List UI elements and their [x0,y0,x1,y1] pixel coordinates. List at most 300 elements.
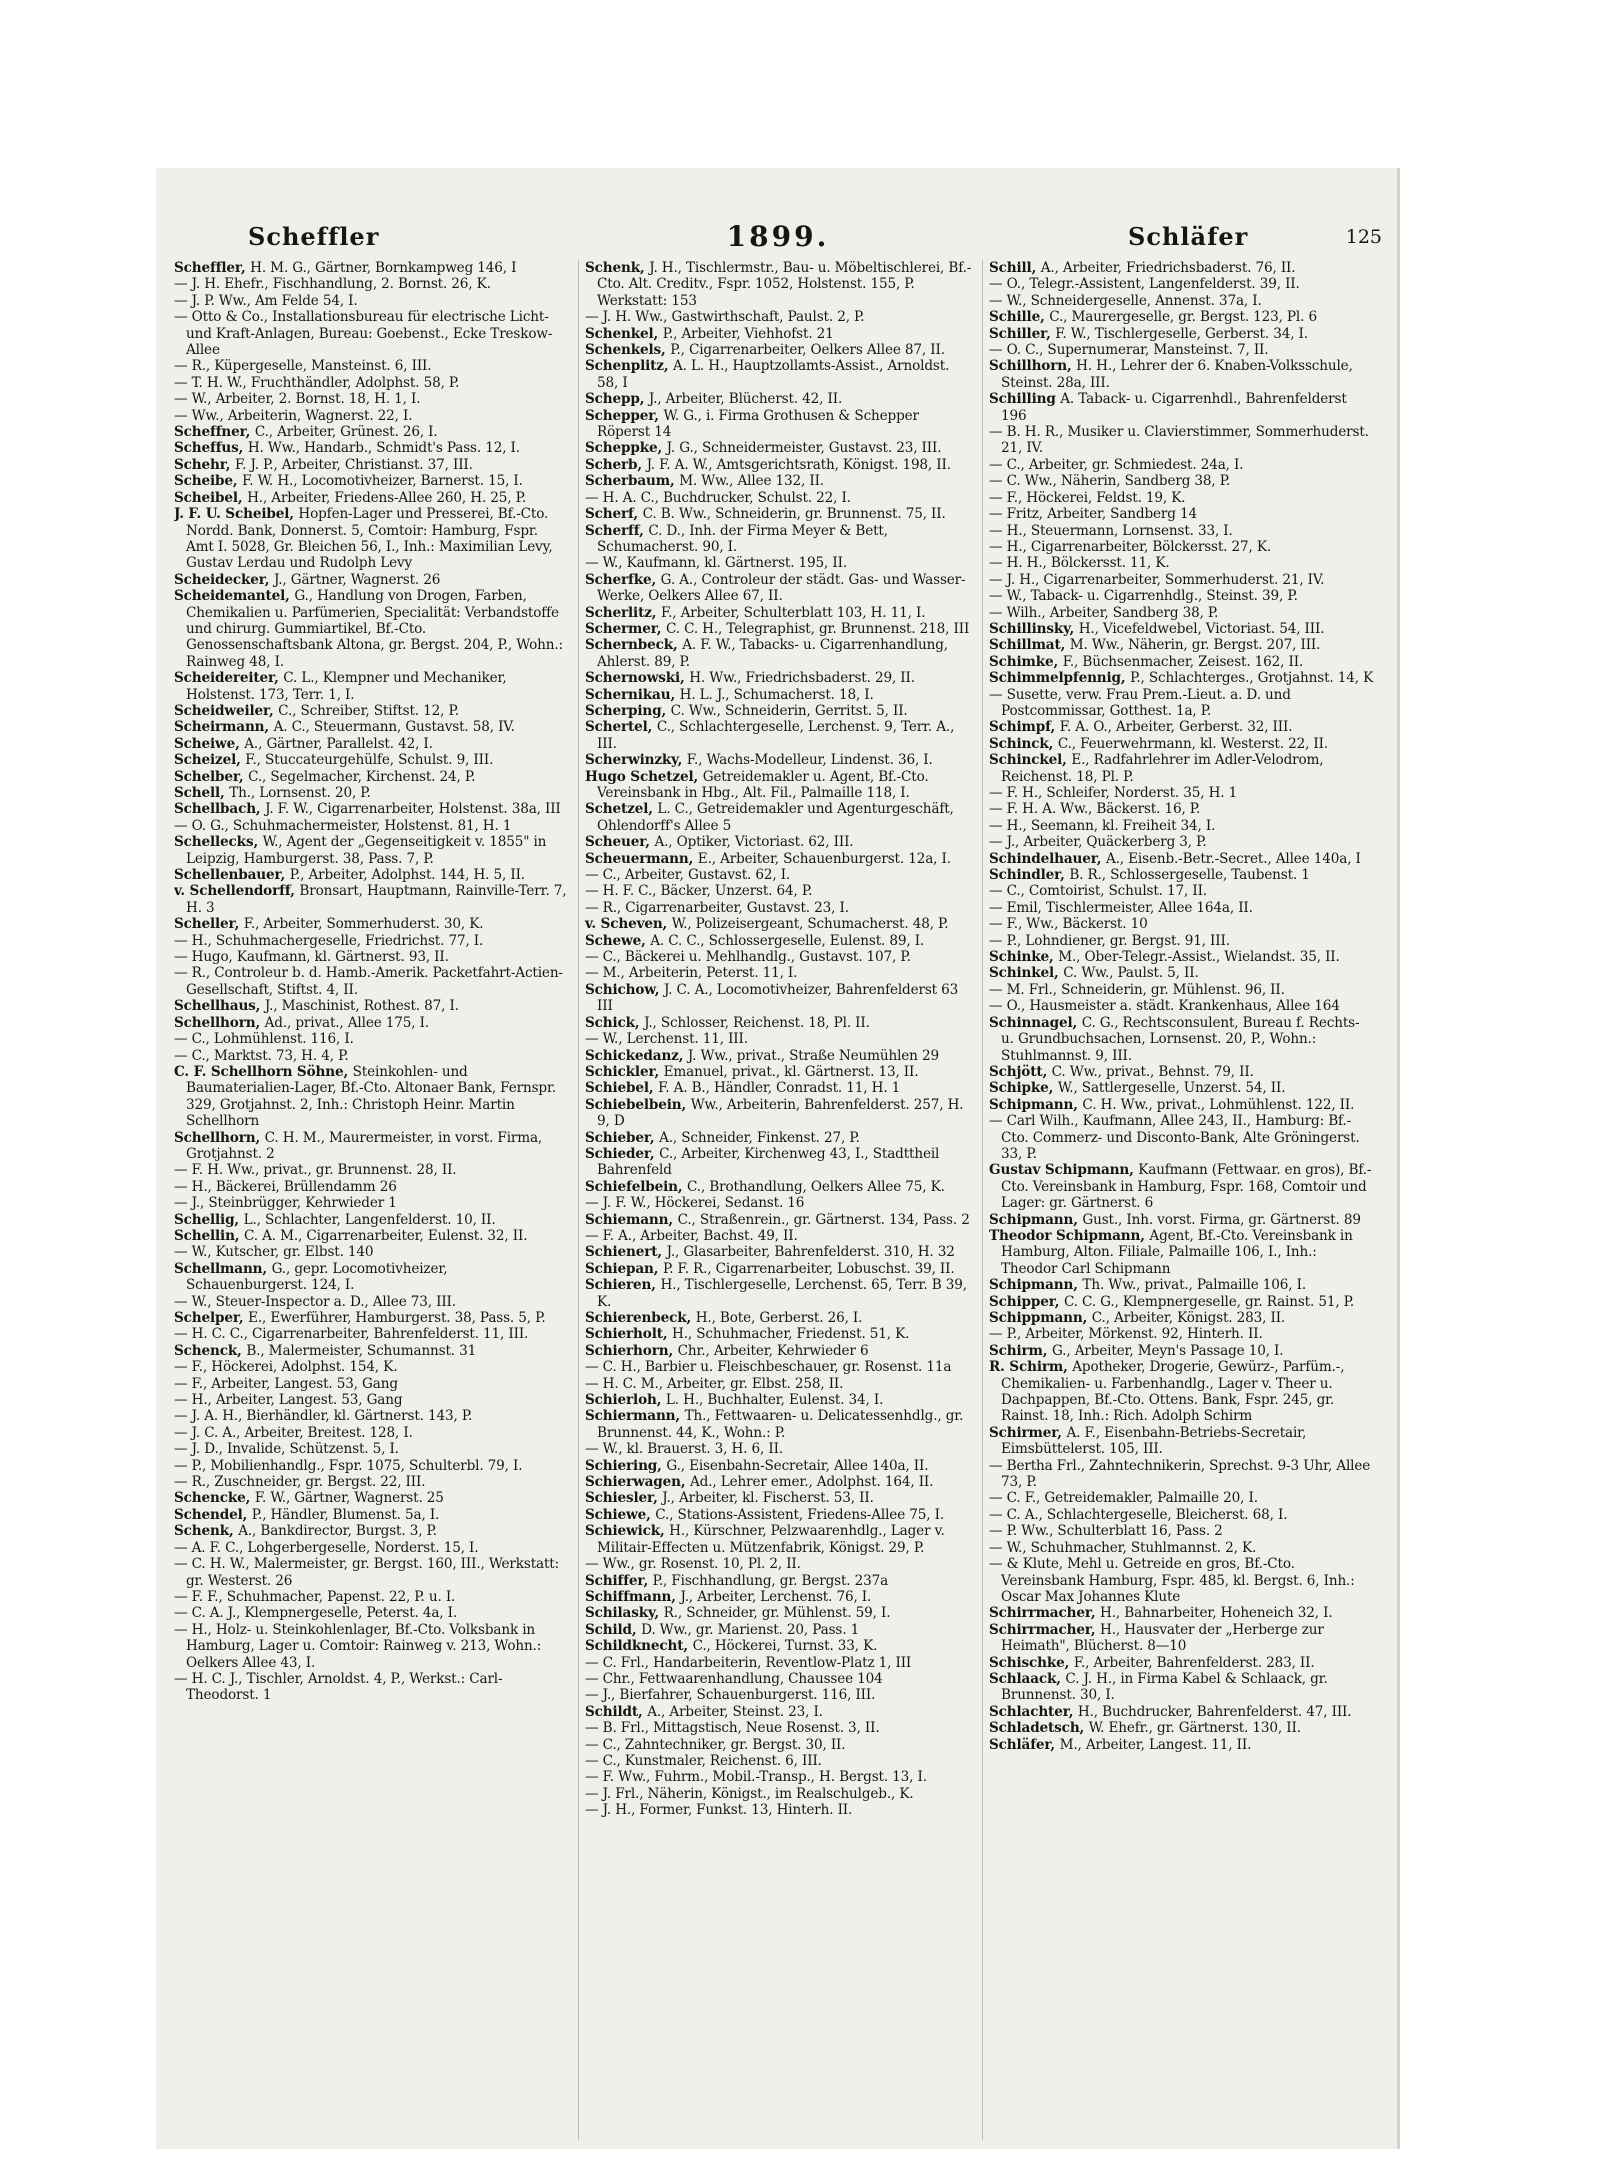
entry-details: — F., Arbeiter, Langest. 53, Gang [174,1375,398,1392]
entry-name: Schischke, [989,1654,1074,1671]
directory-entry [989,1655,1376,1671]
entry-details: P., Arbeiter, Adolphst. 144, H. 5, II. [289,867,525,884]
directory-entry [174,1523,567,1539]
directory-entry [989,342,1376,358]
entry-name: Scheibe, [174,473,243,490]
directory-entry [174,1228,567,1244]
entry-details: E., Ewerführer, Hamburgerst. 38, Pass. 5, P. [248,1310,546,1326]
entry-name: Schimpf, [989,719,1060,736]
entry-name: Schenplitz, [585,358,674,375]
directory-entry [989,457,1376,473]
entry-name: Schill, [989,260,1041,276]
entry-details: — Ww., gr. Rosenst. 10, Pl. 2, II. [585,1556,801,1573]
directory-entry [989,654,1376,670]
directory-entry [585,1458,972,1474]
entry-details: Th. Ww., privat., Palmaille 106, I. [1082,1277,1307,1294]
directory-entry [989,572,1376,588]
entry-details: — H., Bäckerei, Brüllendamm 26 [174,1178,397,1195]
entry-details: H., Kürschner, Pelzwaarenhdlg., Lager v. Militair-Effecten u. Mützenfabrik, Königst. 29, P. [597,1523,945,1556]
directory-entry [174,506,567,572]
directory-entry [174,1326,567,1342]
directory-entry [174,703,567,719]
entry-details: — C., Zahntechniker, gr. Bergst. 30, II. [585,1736,846,1753]
directory-entry [585,523,972,556]
directory-entry [174,719,567,735]
directory-entry [989,309,1376,325]
entry-name: Schjött, [989,1063,1052,1080]
entry-details: — J. P. Ww., Am Felde 54, I. [174,292,358,309]
directory-entry [989,1458,1376,1491]
entry-details: — W., Lerchenst. 11, III. [585,1031,748,1048]
directory-entry [585,1441,972,1457]
entry-details: — Bertha Frl., Zahntechnikerin, Sprechst. 9-3 Uhr, Allee 73, P. [989,1457,1371,1491]
directory-entry [174,1244,567,1260]
entry-details: — J. H., Former, Funkst. 13, Hinterh. II. [585,1802,853,1819]
entry-name: Schickler, [585,1063,664,1080]
directory-entry [989,1064,1376,1080]
entry-name: Schiffmann, [585,1588,681,1605]
directory-entry [989,293,1376,309]
entry-details: — J. H. Ww., Gastwirthschaft, Paulst. 2, P. [585,309,865,326]
directory-entry [174,769,567,785]
entry-details: — Fritz, Arbeiter, Sandberg 14 [989,506,1197,523]
entry-details: F. A. B., Händler, Conradst. 11, H. 1 [658,1080,901,1097]
directory-entry [585,687,972,703]
directory-entry [585,834,972,850]
directory-entry [989,1015,1376,1064]
directory-entry [174,752,567,768]
entry-details: G., Arbeiter, Meyn's Passage 10, I. [1051,1342,1284,1359]
directory-entry [989,834,1376,850]
directory-entry [989,358,1376,391]
entry-name: Schiller, [989,325,1056,342]
entry-details: P. F. R., Cigarrenarbeiter, Lobuschst. 39, II. [662,1260,955,1277]
entry-name: Schildt, [585,1703,648,1720]
entry-name: Schepper, [585,407,664,424]
entry-details: Agent, Bf.-Cto. Vereinsbank in Hamburg, Alton. Filiale, Palmaille 106, I., Inh.: Theodor Carl Schipmann [1001,1227,1353,1277]
entry-name: Theodor Schipmann, [989,1227,1150,1244]
entry-details: — C. H., Barbier u. Fleischbeschauer, gr. Rosenst. 11a [585,1359,952,1376]
entry-details: C. Ww., privat., Behnst. 79, II. [1051,1063,1254,1080]
entry-details: — W., Taback- u. Cigarrenhdlg., Steinst. 39, P. [989,588,1298,605]
entry-details: F., Arbeiter, Schulterblatt 103, H. 11, I. [660,604,926,621]
directory-entry [174,1162,567,1178]
entry-details: M., Ober-Telegr.-Assist., Wielandst. 35, II. [1058,949,1340,966]
entry-name: Schiesler, [585,1490,663,1507]
entry-details: — Ww., Arbeiterin, Wagnerst. 22, I. [174,407,413,424]
entry-details: P., Fischhandlung, gr. Bergst. 237a [652,1572,889,1589]
entry-details: A., Optiker, Victoriast. 62, III. [654,834,854,851]
directory-entry [174,1392,567,1408]
entry-name: Scheidereiter, [174,670,284,687]
entry-details: C., Arbeiter, Königst. 283, II. [1091,1310,1286,1326]
entry-details: H., Schuhmacher, Friedenst. 51, K. [672,1326,910,1343]
entry-name: Schinkel, [989,965,1064,982]
entry-details: — F. F., Schuhmacher, Papenst. 22, P. u. I. [174,1588,456,1605]
directory-entry [989,998,1376,1014]
entry-name: Schindelhauer, [989,850,1106,867]
entry-details: — C., Comtoirist, Schulst. 17, II. [989,883,1207,900]
entry-details: — Emil, Tischlermeister, Allee 164a, II. [989,899,1253,916]
entry-details: Kaufmann (Fettwaar. en gros), Bf.-Cto. Vereinsbank in Hamburg, Fspr. 168, Comtoir und Lager: gr. Gärtnerst. 6 [1001,1162,1372,1212]
directory-entry [585,637,972,670]
entry-details: H., Vicefeldwebel, Victoriast. 54, III. [1078,620,1325,637]
entry-details: F. J. P., Arbeiter, Christianst. 37, III. [234,456,473,473]
entry-details: G. A., Controleur der städt. Gas- und Wasser-Werke, Oelkers Allee 67, II. [597,571,966,605]
directory-entry [174,1048,567,1064]
entry-name: Schiffer, [585,1572,653,1589]
entry-details: — F. H. A. Ww., Bäckerst. 16, P. [989,801,1201,818]
entry-name: Schiewick, [585,1523,670,1540]
directory-entry [174,736,567,752]
directory-entry [989,965,1376,981]
directory-entry [989,588,1376,604]
directory-entry [585,342,972,358]
entry-name: Schillinsky, [989,620,1079,637]
entry-details: C. H. Ww., privat., Lohmühlenst. 122, II. [1082,1096,1355,1113]
entry-details: — F., Ww., Bäckerst. 10 [989,916,1148,933]
entry-details: C., Höckerei, Turnst. 33, K. [692,1638,878,1655]
directory-entry [585,1490,972,1506]
entry-details: J., Maschinist, Rothest. 87, I. [264,998,459,1015]
directory-entry [174,588,567,670]
directory-entry [585,1195,972,1211]
entry-details: J., Glasarbeiter, Bahrenfelderst. 310, H. 32 [666,1244,955,1261]
entry-details: — C. A. J., Klempnergeselle, Peterst. 4a, I. [174,1605,458,1622]
directory-entry [989,933,1376,949]
entry-name: Schenk, [174,1523,239,1540]
directory-entry [174,801,567,817]
directory-entry [989,1228,1376,1277]
directory-entry [989,1310,1376,1326]
entry-name: Schiewe, [585,1506,656,1523]
entry-details: H., Arbeiter, Friedens-Allee 260, H. 25, P. [247,489,527,506]
entry-name: Schierenbeck, [585,1310,696,1326]
directory-entry [989,523,1376,539]
entry-details: — H., Holz- u. Steinkohlenlager, Bf.-Cto. Volksbank in Hamburg, Lager u. Comtoir: Rainweg v. 213, Wohn.: Oelkers Allee 43, I. [174,1621,542,1671]
directory-entry [174,1556,567,1589]
directory-entry [585,769,972,802]
entry-details: C. L., Klempner und Mechaniker, Holstenst. 173, Terr. 1, I. [186,670,507,703]
entry-name: Schirrmacher, [989,1605,1101,1622]
entry-details: — C. A., Schlachtergeselle, Bleicherst. 68, I. [989,1506,1288,1523]
directory-entry [174,883,567,916]
directory-entry [174,916,567,932]
entry-name: Schenkels, [585,342,671,359]
entry-name: Schernowski, [585,670,690,687]
directory-entry [989,982,1376,998]
directory-entry [174,276,567,292]
entry-details: Hopfen-Lager und Presserei, Bf.-Cto. Nordd. Bank, Donnerst. 5, Comtoir: Hamburg, Fspr. Amt I. 5028, Gr. Bleichen 56, I., Inh.: Maximilian Levy, Gustav Lerdau und Rudolph Levy [186,506,553,572]
entry-details: J. Ww., privat., Straße Neumühlen 29 [687,1047,939,1064]
directory-entry [989,1162,1376,1211]
entry-details: J. H., Tischlermstr., Bau- u. Möbeltischlerei, Bf.-Cto. Alt. Creditv., Fspr. 1052, Holstenst. 155, P. Werkstatt: 153 [597,260,972,309]
directory-entry [989,490,1376,506]
entry-details: — P. Ww., Schulterblatt 16, Pass. 2 [989,1523,1223,1540]
entry-details: — J., Bierfahrer, Schauenburgerst. 116, III. [585,1687,876,1704]
entry-name: Schimke, [989,653,1063,670]
entry-details: G., gepr. Locomotivheizer, Schauenburgerst. 124, I. [186,1260,448,1294]
entry-name: Schenk, [585,260,650,276]
directory-entry [174,1458,567,1474]
entry-details: — H. H., Bölckersst. 11, K. [989,555,1170,572]
entry-name: Schellmann, [174,1260,272,1277]
directory-entry [989,900,1376,916]
entry-details: M. Ww., Näherin, gr. Bergst. 207, III. [1069,637,1321,654]
entry-name: Schell, [174,785,230,801]
directory-entry [174,867,567,883]
entry-details: — H., Cigarrenarbeiter, Bölckersst. 27, K. [989,538,1272,555]
entry-name: Schellenbauer, [174,867,290,884]
entry-details: J. F. A. W., Amtsgerichtsrath, Königst. 198, II. [646,456,951,473]
directory-entry [989,1212,1376,1228]
entry-details: Bronsart, Hauptmann, Rainville-Terr. 7, H. 3 [186,883,567,916]
entry-details: Gust., Inh. vorst. Firma, gr. Gärtnerst. 89 [1082,1211,1361,1228]
entry-details: C. Ww., Schneiderin, Gerritst. 5, II. [670,702,908,719]
entry-details: F. W. H., Locomotivheizer, Barnerst. 15, I. [242,473,523,490]
directory-entry [585,1130,972,1146]
directory-entry [585,752,972,768]
entry-details: F. W., Gärtner, Wagnerst. 25 [254,1490,444,1507]
entry-name: Schindler, [989,867,1070,884]
entry-name: Scheffner, [174,424,255,441]
entry-details: — F., Höckerei, Adolphst. 154, K. [174,1359,398,1376]
directory-entry [989,621,1376,637]
entry-details: — Wilh., Arbeiter, Sandberg 38, P. [989,604,1219,621]
directory-entry [174,1540,567,1556]
entry-name: Schirmer, [989,1424,1067,1441]
entry-details: — W., Steuer-Inspector a. D., Allee 73, III. [174,1293,456,1310]
entry-details: A. C. C., Schlossergeselle, Eulenst. 89, I. [650,932,925,949]
entry-name: Schellecks, [174,834,263,851]
directory-entry [989,1343,1376,1359]
entry-name: Schiebelbein, [585,1096,691,1113]
directory-entry [174,1376,567,1392]
directory-entry [174,1359,567,1375]
entry-details: — R., Controleur b. d. Hamb.-Amerik. Packetfahrt-Actien-Gesellschaft, Stiftst. 4, II. [174,965,563,998]
entry-name: Scheiwe, [174,735,245,752]
directory-entry [989,637,1376,653]
directory-entry [989,818,1376,834]
entry-details: P., Cigarrenarbeiter, Oelkers Allee 87, II. [670,342,945,359]
entry-details: W., Sattlergeselle, Unzerst. 54, II. [1057,1080,1286,1097]
entry-name: Schierloh, [585,1392,666,1409]
directory-entry [174,933,567,949]
entry-details: R., Schneider, gr. Mühlenst. 59, I. [663,1605,891,1622]
entry-details: — C., Kunstmaler, Reichenst. 6, III. [585,1752,822,1769]
directory-entry [585,1277,972,1310]
entry-details: H., Bote, Gerberst. 26, I. [695,1310,863,1326]
entry-details: W. Ehefr., gr. Gärtnerst. 130, II. [1088,1720,1301,1737]
directory-entry [585,1408,972,1441]
entry-details: — C. F., Getreidemakler, Palmaille 20, I. [989,1490,1258,1507]
entry-name: J. F. U. Scheibel, [174,506,299,523]
page-header [156,220,1400,254]
entry-name: Scherf, [585,506,643,523]
directory-entry [989,506,1376,522]
entry-name: C. F. Schellhorn Söhne, [174,1063,353,1080]
entry-details: J., Gärtner, Wagnerst. 26 [273,571,441,588]
entry-details: — W., Schuhmacher, Stuhlmannst. 2, K. [989,1539,1257,1556]
directory-entry [174,1408,567,1424]
directory-entry [174,391,567,407]
entry-details: — J. A. H., Bierhändler, kl. Gärtnerst. 143, P. [174,1408,473,1425]
directory-entry [585,1638,972,1654]
directory-entry [585,1244,972,1260]
directory-entry [585,1343,972,1359]
directory-entry [585,326,972,342]
entry-name: Hugo Schetzel, [585,768,703,785]
entry-details: C., Feuerwehrmann, kl. Westerst. 22, II. [1057,735,1329,752]
directory-entry [585,1573,972,1589]
entry-details: Ad., privat., Allee 175, I. [264,1014,430,1031]
entry-details: — W., Schneidergeselle, Annenst. 37a, I. [989,292,1262,309]
directory-entry [989,1704,1376,1720]
directory-entry [585,621,972,637]
entry-name: Scheffus, [174,440,248,457]
directory-entry [989,1359,1376,1425]
entry-details: — W., kl. Brauerst. 3, H. 6, II. [585,1441,784,1458]
directory-entry [989,539,1376,555]
directory-entry [174,670,567,703]
directory-entry [989,1080,1376,1096]
directory-entry [174,965,567,998]
entry-details: — R., Cigarrenarbeiter, Gustavst. 23, I. [585,899,849,916]
entry-name: Scheidweiler, [174,702,279,719]
directory-entry [585,1179,972,1195]
entry-details: — H., Schuhmachergeselle, Friedrichst. 77, I. [174,932,484,949]
entry-details: C., Straßenrein., gr. Gärtnerst. 134, Pass. 2 [677,1211,970,1228]
entry-details: J., Arbeiter, Lerchenst. 76, I. [680,1588,872,1605]
directory-entry [174,440,567,456]
entry-details: J., Arbeiter, Blücherst. 42, II. [648,391,843,408]
directory-entry [585,408,972,441]
entry-details: — W., Kaufmann, kl. Gärtnerst. 195, II. [585,555,847,572]
entry-details: C. C. G., Klempnergeselle, gr. Rainst. 51, P. [1063,1293,1355,1310]
directory-entry [585,1556,972,1572]
directory-entry [585,949,972,965]
directory-entry [174,998,567,1014]
directory-entry [174,408,567,424]
entry-details: A., Eisenb.-Betr.-Secret., Allee 140a, I [1105,850,1361,867]
directory-entry [989,1671,1376,1704]
entry-details: Getreidemakler u. Agent, Bf.-Cto. Vereinsbank in Hbg., Alt. Fil., Palmaille 118, I. [597,768,929,801]
directory-entry [585,1704,972,1720]
entry-details: G., Handlung von Drogen, Farben, Chemikalien u. Parfümerien, Specialität: Verbandstoffe und chirurg. Gummiartikel, Bf.-Cto. Genossenschaftsbank Altona, gr. Bergst. 204, P., Wohn.: Rainweg 48, I. [186,588,563,670]
directory-entry [585,309,972,325]
entry-name: Scheuer, [585,834,655,851]
entry-details: A. L. H., Hauptzollamts-Assist., Arnoldst. 58, I [597,358,950,391]
entry-details: L., Schlachter, Langenfelderst. 10, II. [243,1211,496,1228]
directory-entry [585,457,972,473]
entry-details: — J., Arbeiter, Quäckerberg 3, P. [989,834,1207,851]
entry-details: B. R., Schlossergeselle, Taubenst. 1 [1069,867,1310,884]
directory-entry [989,605,1376,621]
entry-details: — F. A., Arbeiter, Bachst. 49, II. [585,1227,798,1244]
directory-entry [989,1277,1376,1293]
entry-details: A., Arbeiter, Friedrichsbaderst. 76, II. [1040,260,1296,276]
directory-entry [989,785,1376,801]
directory-entry [585,260,972,309]
entry-details: — O., Telegr.-Assistent, Langenfelderst. 39, II. [989,276,1300,293]
directory-entry [989,1737,1376,1753]
entry-details: A., Bankdirector, Burgst. 3, P. [238,1523,437,1540]
entry-details: — M. Frl., Schneiderin, gr. Mühlenst. 96, II. [989,981,1285,998]
entry-name: Schipmann, [989,1277,1083,1294]
directory-entry [174,293,567,309]
directory-entry [585,1326,972,1342]
directory-entry [174,1212,567,1228]
entry-name: Scheppke, [585,440,667,457]
entry-details: H. L. J., Schumacherst. 18, I. [679,686,874,703]
entry-details: H. Ww., Friedrichsbaderst. 29, II. [689,670,915,687]
entry-details: A., Arbeiter, Steinst. 23, I. [647,1703,823,1720]
entry-name: Schierholt, [585,1326,673,1343]
entry-name: Schirrmacher, [989,1621,1101,1638]
entry-details: Apotheker, Drogerie, Gewürz-, Parfüm.-, Chemikalien- u. Farbenhandlg., Lager v. Theer u. Dachpappen, Bf.-Cto. Ottens. Bank, Fspr. 245, gr. Rainst. 18, Inh.: Rich. Adolph Schirm [1001,1359,1345,1425]
directory-entry [174,1031,567,1047]
entry-details: — H., Steuermann, Lornsenst. 33, I. [989,522,1233,539]
directory-entry [174,309,567,358]
entry-details: — W., Arbeiter, 2. Bornst. 18, H. 1, I. [174,391,421,408]
entry-details: — J. D., Invalide, Schützenst. 5, I. [174,1441,399,1458]
entry-details: D. Ww., gr. Marienst. 20, Pass. 1 [641,1621,860,1638]
entry-details: M. Ww., Allee 132, II. [679,473,824,490]
entry-details: C., Schreiber, Stiftst. 12, P. [278,702,459,719]
entry-details: — F. Ww., Fuhrm., Mobil.-Transp., H. Bergst. 13, I. [585,1769,927,1786]
entry-details: A. C., Steuermann, Gustavst. 58, IV. [273,719,515,736]
directory-entry [989,670,1376,686]
directory-entry [585,719,972,752]
entry-details: — B. H. R., Musiker u. Clavierstimmer, Sommerhuderst. 21, IV. [989,424,1369,457]
directory-entry [174,785,567,801]
entry-name: Schellhorn, [174,1014,265,1031]
entry-details: A., Schneider, Finkenst. 27, P. [659,1129,860,1146]
entry-name: Scheirmann, [174,719,274,736]
entry-name: Schiefelbein, [585,1178,688,1195]
entry-details: C., Maurergeselle, gr. Bergst. 123, Pl. 6 [1049,309,1317,326]
entry-details: — F., Höckerei, Feldst. 19, K. [989,489,1186,506]
entry-name: Schille, [989,309,1050,326]
directory-entry [174,1179,567,1195]
entry-details: Steinkohlen- und Baumaterialien-Lager, Bf.-Cto. Altonaer Bank, Fernspr. 329, Grotjahnst. 2, Inh.: Christoph Heinr. Martin Schellhorn [186,1063,556,1130]
entry-name: Schiermann, [585,1408,685,1425]
entry-details: C. A. M., Cigarrenarbeiter, Eulenst. 32, II. [243,1227,528,1244]
directory-entry [585,1802,972,1818]
entry-details: C., Arbeiter, Kirchenweg 43, I., Stadttheil Bahrenfeld [597,1145,940,1179]
directory-entry [989,916,1376,932]
entry-details: — Otto & Co., Installationsbureau für electrische Licht- und Kraft-Anlagen, Bureau: Goebenst., Ecke Treskow-Allee [174,309,553,359]
directory-entry [585,851,972,867]
entry-name: Scherwinzky, [585,752,687,769]
directory-entry [174,949,567,965]
entry-details: A., Gärtner, Parallelst. 42, I. [244,735,433,752]
directory-entry [174,375,567,391]
entry-details: — R., Küpergeselle, Mansteinst. 6, III. [174,358,432,375]
entry-name: Schippmann, [989,1310,1092,1326]
entry-name: Schlaack, [989,1670,1066,1687]
entry-name: Scherfke, [585,571,661,588]
entry-name: Schilasky, [585,1605,664,1622]
directory-entry [989,1425,1376,1458]
directory-entry [585,391,972,407]
directory-entry [989,391,1376,424]
directory-entry [174,1490,567,1506]
entry-name: Schipmann, [989,1211,1083,1228]
directory-entry [174,1294,567,1310]
entry-name: Schickedanz, [585,1047,688,1064]
entry-details: P., Händler, Blumenst. 5a, I. [251,1506,440,1523]
